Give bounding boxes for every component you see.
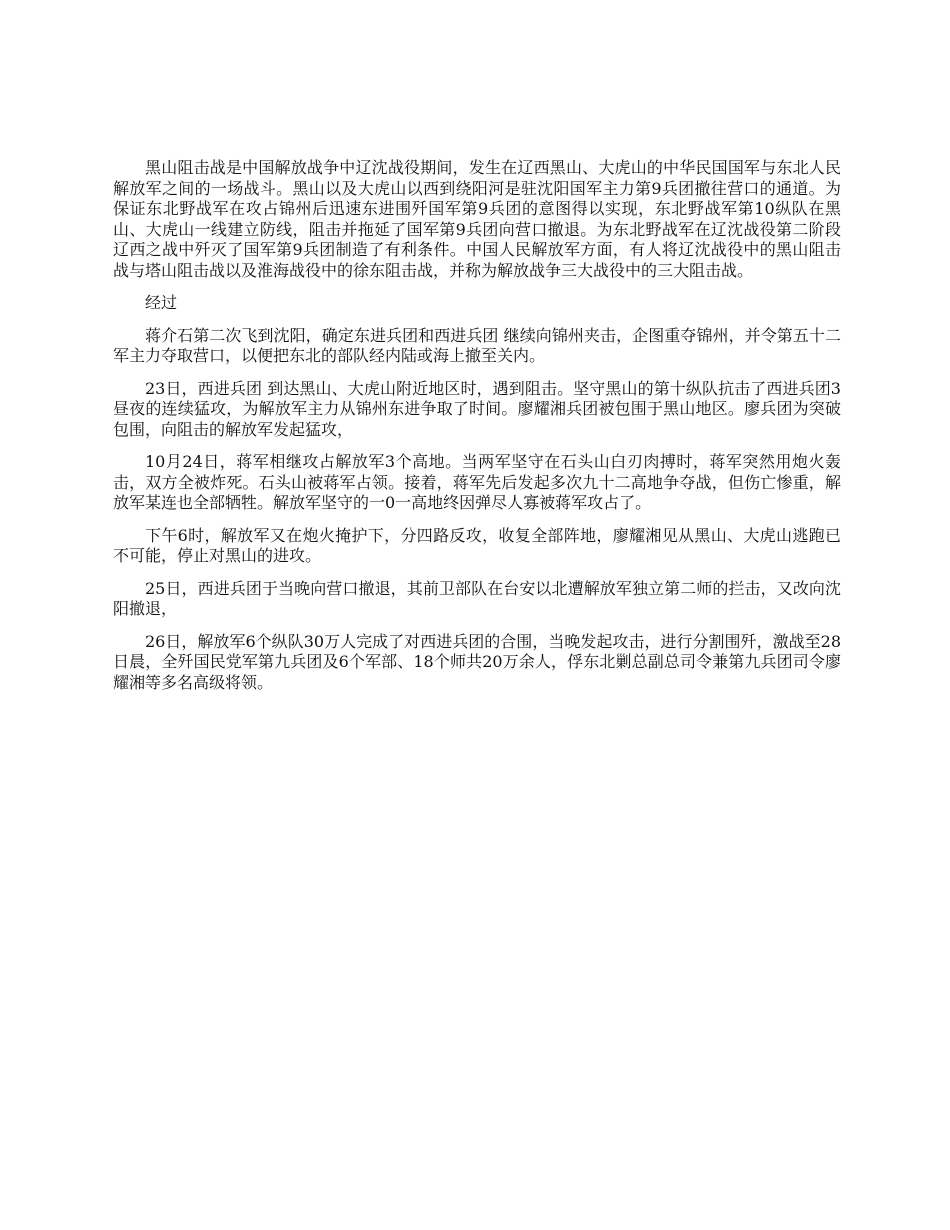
body-paragraph: 下午6时，解放军又在炮火掩护下，分四路反攻，收复全部阵地，廖耀湘见从黑山、大虎山逃跑已不可能，停止对黑山的进攻。: [113, 525, 841, 565]
body-paragraph: 26日，解放军6个纵队30万人完成了对西进兵团的合围，当晚发起攻击，进行分割围歼，激战至28日晨，全歼国民党军第九兵团及6个军部、18个师共20万余人，俘东北剿总副总司令兼第九兵团司令廖耀湘等多名高级将领。: [113, 631, 841, 692]
body-paragraph: 23日，西进兵团 到达黑山、大虎山附近地区时，遇到阻击。坚守黑山的第十纵队抗击了西进兵团3昼夜的连续猛攻，为解放军主力从锦州东进争取了时间。廖耀湘兵团被包围于黑山地区。廖兵团为突破包围，向阻击的解放军发起猛攻，: [113, 378, 841, 439]
document-page: [113, 158, 841, 705]
section-heading: 经过: [145, 293, 178, 312]
intro-paragraph: 黑山阻击战是中国解放战争中辽沈战役期间，发生在辽西黑山、大虎山的中华民国国军与东北人民解放军之间的一场战斗。黑山以及大虎山以西到绕阳河是驻沈阳国军主力第9兵团撤往营口的通道。为保证东北野战军在攻占锦州后迅速东进围歼国军第9兵团的意图得以实现，东北野战军第10纵队在黑山、大虎山一线建立防线，阻击并拖延了国军第9兵团向营口撤退。为东北野战军在辽沈战役第二阶段辽西之战中歼灭了国军第9兵团制造了有利条件。中国人民解放军方面，有人将辽沈战役中的黑山阻击战与塔山阻击战以及淮海战役中的徐东阻击战，并称为解放战争三大战役中的三大阻击战。: [113, 158, 841, 280]
body-paragraph: 25日，西进兵团于当晚向营口撤退，其前卫部队在台安以北遭解放军独立第二师的拦击，又改向沈阳撤退，: [113, 578, 841, 618]
body-paragraph: 蒋介石第二次飞到沈阳，确定东进兵团和西进兵团 继续向锦州夹击，企图重夺锦州，并令第五十二军主力夺取营口，以便把东北的部队经内陆或海上撤至关内。: [113, 325, 841, 365]
body-paragraph: 10月24日，蒋军相继攻占解放军3个高地。当两军坚守在石头山白刃肉搏时，蒋军突然用炮火轰击，双方全被炸死。石头山被蒋军占领。接着，蒋军先后发起多次九十二高地争夺战，但伤亡惨重，解放军某连也全部牺牲。解放军坚守的一0一高地终因弹尽人寡被蒋军攻占了。: [113, 452, 841, 512]
